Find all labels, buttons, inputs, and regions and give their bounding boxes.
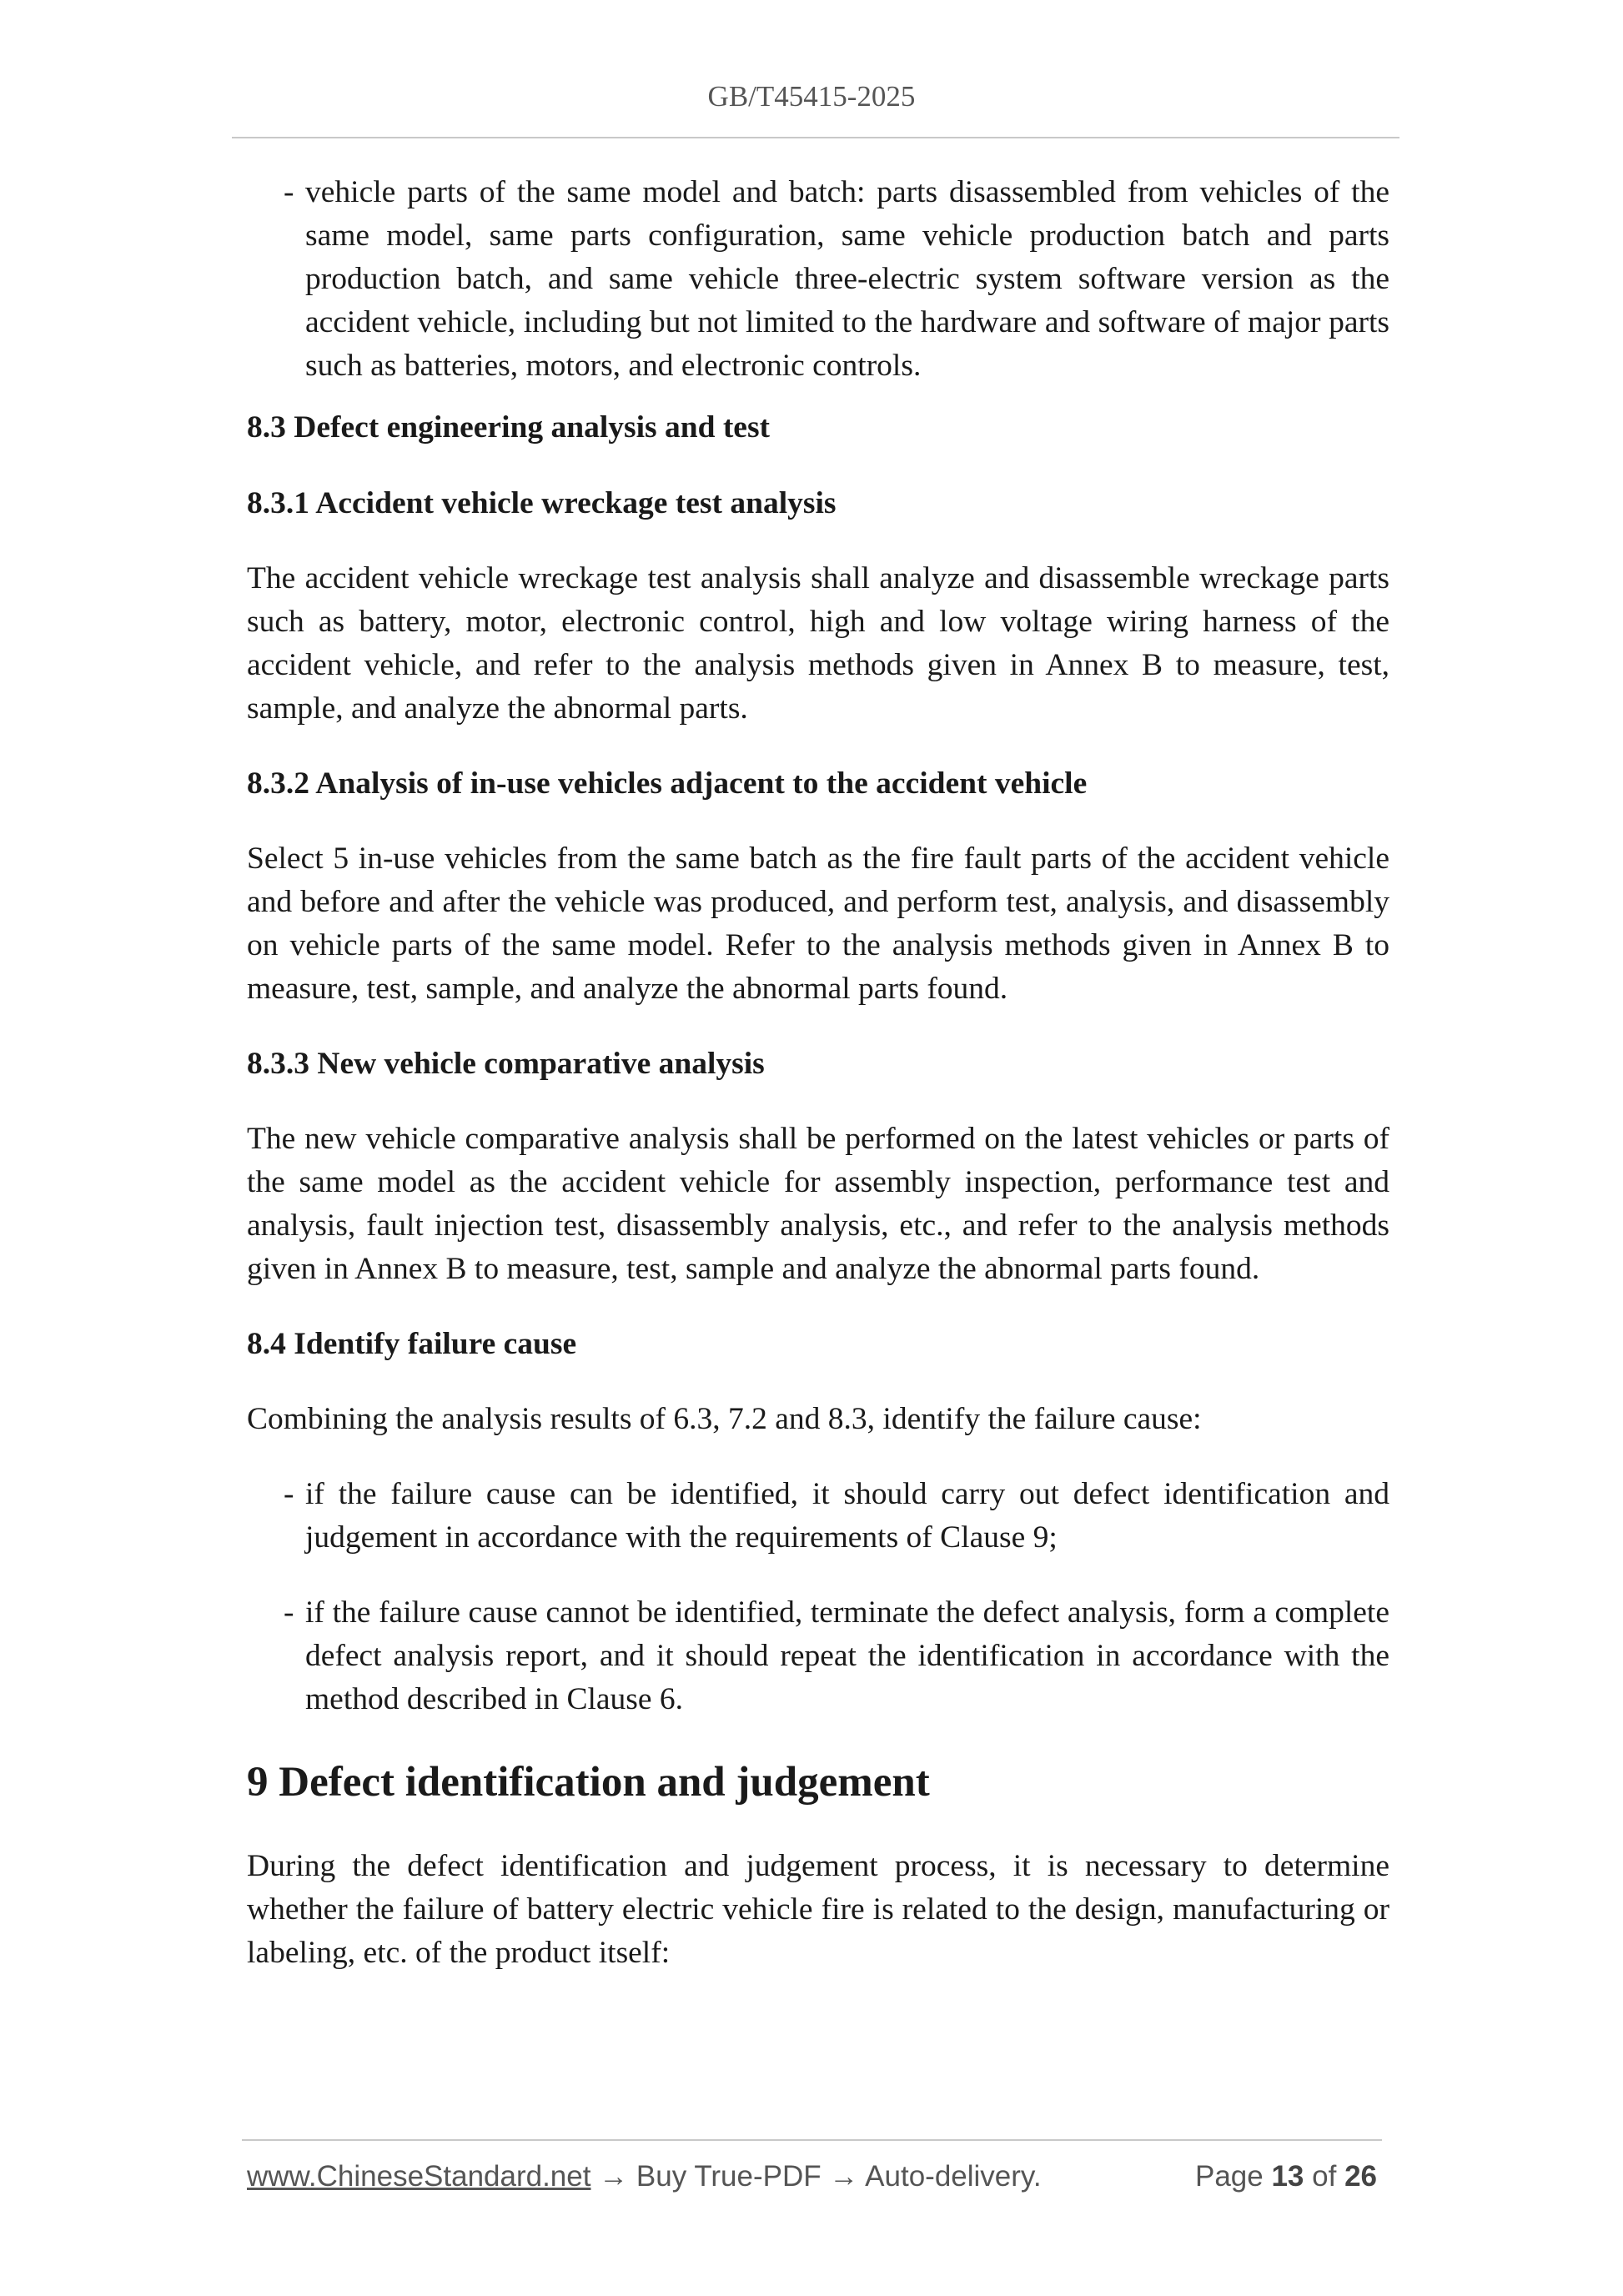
list-item-same-model-parts xyxy=(247,171,1389,388)
section-heading-8-4: 8.4 Identify failure cause xyxy=(247,1327,577,1361)
section-heading-8-3-3: 8.3.3 New vehicle comparative analysis xyxy=(247,1047,765,1081)
list-item-cause-identified xyxy=(247,1473,1389,1560)
header-divider xyxy=(232,137,1399,138)
page-number xyxy=(1195,2160,1377,2193)
section-heading-8-3-1: 8.3.1 Accident vehicle wreckage test analysis xyxy=(247,486,837,520)
paragraph-9: During the defect identification and judgement process, it is necessary to determine whether the failure of battery electric vehicle fire is related to the design, manufacturing or labeling, etc. of the product itself: xyxy=(247,1849,1389,1970)
paragraph-8-3-1: The accident vehicle wreckage test analysis shall analyze and disassemble wreckage parts such as battery, motor, electronic control, high and low voltage wiring harness of the accident vehicle, and refer to the analysis methods given in Annex B to measure, test, sample, and analyze the abnormal parts. xyxy=(247,561,1389,726)
total-pages: 26 xyxy=(1344,2160,1377,2193)
page-label: Page xyxy=(1194,2160,1264,2193)
promo-text: → Buy True-PDF → Auto-delivery. xyxy=(590,2160,1042,2193)
list-item-text: vehicle parts of the same model and batch: parts disassembled from vehicles of the same model, same parts configuration, same vehicle production batch and parts production batch, and same vehicle three-electric system software version as the accident vehicle, including but not limited to the hardware and software of major parts such as batteries, motors, and electronic controls. xyxy=(305,175,1389,383)
section-heading-9: 9 Defect identification and judgement xyxy=(247,1759,930,1806)
page-footer xyxy=(247,2160,1377,2193)
footer-divider xyxy=(242,2139,1382,2141)
section-heading-8-3: 8.3 Defect engineering analysis and test xyxy=(247,410,771,445)
current-page: 13 xyxy=(1271,2160,1304,2193)
list-dash: - xyxy=(284,175,294,209)
page-content xyxy=(247,171,1389,1975)
list-dash: - xyxy=(284,1477,294,1511)
paragraph-8-3-3: The new vehicle comparative analysis shall be performed on the latest vehicles or parts of the same model as the accident vehicle for assembly inspection, performance test and analysis, fault injection test, disassembly analysis, etc., and refer to the analysis methods given in Annex B to measure, test, sample and analyze the abnormal parts found. xyxy=(247,1122,1389,1286)
of-label: of xyxy=(1312,2160,1337,2193)
paragraph-8-4: Combining the analysis results of 6.3, 7.2 and 8.3, identify the failure cause: xyxy=(247,1402,1202,1436)
website-link[interactable]: www.ChineseStandard.net xyxy=(247,2160,591,2193)
list-dash: - xyxy=(284,1595,294,1630)
paragraph-8-3-2: Select 5 in-use vehicles from the same batch as the fire fault parts of the accident vehicle and before and after the vehicle was produced, and perform test, analysis, and disassembly on vehicle parts of the same model. Refer to the analysis methods given in Annex B to measure, test, sample, and analyze the abnormal parts found. xyxy=(247,842,1389,1006)
list-item-cause-not-identified xyxy=(247,1591,1389,1721)
document-number-header: GB/T45415-2025 xyxy=(707,80,916,113)
list-item-text: if the failure cause can be identified, it should carry out defect identification and judgement in accordance with the requirements of Clause 9; xyxy=(305,1477,1389,1555)
section-heading-8-3-2: 8.3.2 Analysis of in-use vehicles adjacent to the accident vehicle xyxy=(247,766,1088,801)
footer-promo xyxy=(247,2160,1042,2193)
list-item-text: if the failure cause cannot be identified, terminate the defect analysis, form a complete defect analysis report, and it should repeat the identification in accordance with the method described in Clause 6. xyxy=(305,1595,1389,1716)
